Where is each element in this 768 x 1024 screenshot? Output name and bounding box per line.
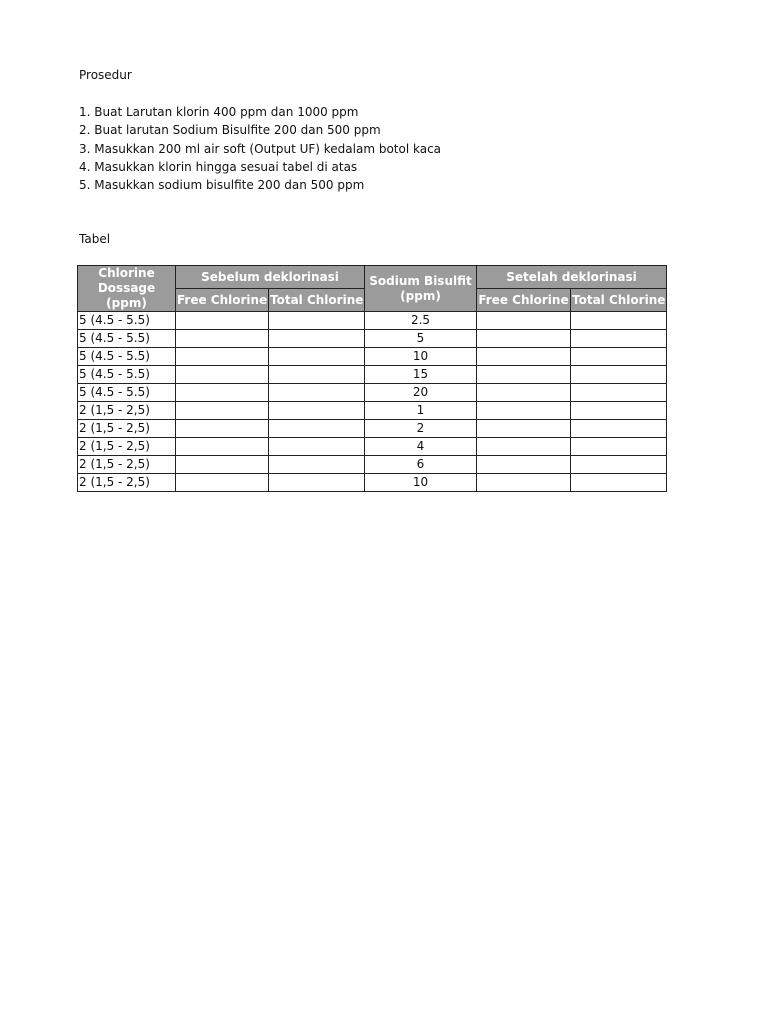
header-sebelum-free-chlorine: Free Chlorine — [176, 289, 269, 312]
table-row — [78, 456, 667, 474]
cell-sebelum-free — [176, 312, 269, 330]
header-sebelum-total-chlorine: Total Chlorine — [269, 289, 365, 312]
cell-setelah-total — [571, 420, 667, 438]
cell-bisulfit: 15 — [365, 366, 477, 384]
cell-setelah-total — [571, 456, 667, 474]
cell-bisulfit: 6 — [365, 456, 477, 474]
dechlorination-table — [77, 265, 667, 492]
table-row — [78, 402, 667, 420]
cell-setelah-total — [571, 474, 667, 492]
cell-setelah-total — [571, 330, 667, 348]
cell-sebelum-free — [176, 474, 269, 492]
cell-bisulfit: 5 — [365, 330, 477, 348]
cell-setelah-total — [571, 384, 667, 402]
table-row — [78, 348, 667, 366]
cell-sebelum-total — [269, 438, 365, 456]
cell-setelah-free — [477, 420, 571, 438]
cell-setelah-total — [571, 366, 667, 384]
cell-setelah-total — [571, 438, 667, 456]
cell-dosage: 2 (1,5 - 2,5) — [78, 402, 176, 420]
procedure-step: 3. Masukkan 200 ml air soft (Output UF) kedalam botol kaca — [79, 141, 442, 156]
tabel-heading: Tabel — [79, 232, 111, 246]
cell-sebelum-total — [269, 384, 365, 402]
cell-setelah-free — [477, 474, 571, 492]
cell-sebelum-total — [269, 474, 365, 492]
header-setelah-deklorinasi: Setelah deklorinasi — [477, 266, 667, 289]
cell-setelah-free — [477, 402, 571, 420]
cell-sebelum-total — [269, 456, 365, 474]
cell-bisulfit: 2 — [365, 420, 477, 438]
cell-dosage: 2 (1,5 - 2,5) — [78, 438, 176, 456]
cell-setelah-free — [477, 384, 571, 402]
cell-setelah-free — [477, 348, 571, 366]
table-row — [78, 438, 667, 456]
table-row — [78, 420, 667, 438]
table-row — [78, 312, 667, 330]
cell-dosage: 2 (1,5 - 2,5) — [78, 474, 176, 492]
cell-dosage: 2 (1,5 - 2,5) — [78, 456, 176, 474]
header-sebelum-deklorinasi: Sebelum deklorinasi — [176, 266, 365, 289]
cell-bisulfit: 2.5 — [365, 312, 477, 330]
cell-sebelum-total — [269, 348, 365, 366]
cell-dosage: 5 (4.5 - 5.5) — [78, 366, 176, 384]
table-row — [78, 366, 667, 384]
prosedur-heading: Prosedur — [79, 68, 132, 82]
cell-sebelum-free — [176, 384, 269, 402]
cell-sebelum-total — [269, 330, 365, 348]
table-row — [78, 474, 667, 492]
cell-dosage: 5 (4.5 - 5.5) — [78, 384, 176, 402]
cell-setelah-free — [477, 330, 571, 348]
cell-dosage: 5 (4.5 - 5.5) — [78, 348, 176, 366]
cell-bisulfit: 4 — [365, 438, 477, 456]
cell-sebelum-free — [176, 402, 269, 420]
cell-sebelum-total — [269, 312, 365, 330]
cell-sebelum-free — [176, 420, 269, 438]
procedure-step: 1. Buat Larutan klorin 400 ppm dan 1000 ppm — [79, 105, 359, 119]
cell-sebelum-free — [176, 330, 269, 348]
cell-sebelum-free — [176, 438, 269, 456]
cell-bisulfit: 10 — [365, 474, 477, 492]
procedure-step: 5. Masukkan sodium bisulfite 200 dan 500 ppm — [79, 178, 365, 193]
cell-sebelum-free — [176, 348, 269, 366]
cell-bisulfit: 1 — [365, 402, 477, 420]
procedure-steps — [79, 103, 441, 194]
cell-setelah-total — [571, 348, 667, 366]
cell-bisulfit: 10 — [365, 348, 477, 366]
cell-dosage: 5 (4.5 - 5.5) — [78, 312, 176, 330]
cell-setelah-free — [477, 312, 571, 330]
cell-setelah-free — [477, 456, 571, 474]
header-setelah-free-chlorine: Free Chlorine — [477, 289, 571, 312]
cell-setelah-total — [571, 402, 667, 420]
cell-setelah-free — [477, 366, 571, 384]
header-setelah-total-chlorine: Total Chlorine — [571, 289, 667, 312]
cell-dosage: 2 (1,5 - 2,5) — [78, 420, 176, 438]
cell-sebelum-total — [269, 366, 365, 384]
cell-sebelum-free — [176, 456, 269, 474]
table-row — [78, 330, 667, 348]
cell-sebelum-free — [176, 366, 269, 384]
cell-dosage: 5 (4.5 - 5.5) — [78, 330, 176, 348]
procedure-step: 2. Buat larutan Sodium Bisulfite 200 dan 500 ppm — [79, 123, 381, 138]
table-row — [78, 384, 667, 402]
header-sodium-bisulfit: Sodium Bisulfit (ppm) — [365, 266, 477, 312]
procedure-step: 4. Masukkan klorin hingga sesuai tabel di atas — [79, 159, 358, 174]
cell-sebelum-total — [269, 420, 365, 438]
cell-setelah-free — [477, 438, 571, 456]
cell-setelah-total — [571, 312, 667, 330]
cell-bisulfit: 20 — [365, 384, 477, 402]
cell-sebelum-total — [269, 402, 365, 420]
header-chlorine-dosage: Chlorine Dossage (ppm) — [78, 266, 176, 312]
